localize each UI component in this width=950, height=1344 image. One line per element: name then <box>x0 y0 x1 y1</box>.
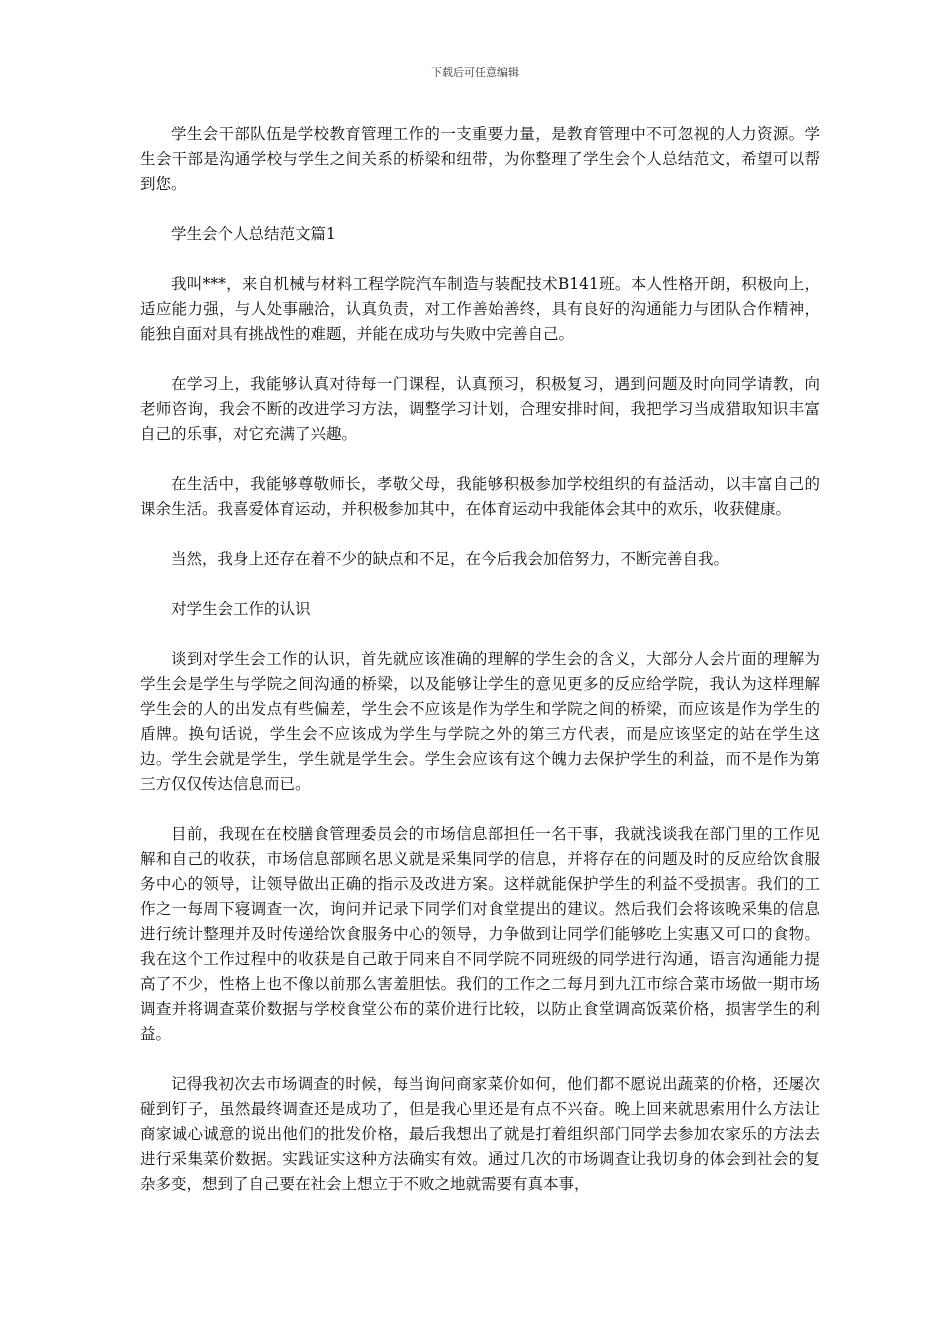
document-body <box>140 122 820 1197</box>
section-title-1: 学生会个人总结范文篇1 <box>171 225 336 243</box>
market-survey-paragraph: 记得我初次去市场调查的时候，每当询问商家菜价如何，他们都不愿说出蔬菜的价格，还屡次碰到钉子，虽然最终调查还是成功了，但是我心里还是有点不兴奋。晚上回来就思索用什么方法让商家诚心诚意的说出他们的批发价格，最后我想出了就是打着组织部门同学去参加农家乐的方法去进行采集菜价数据。实践证实这种方法确实有效。通过几次的市场调查让我切身的体会到社会的复杂多变，想到了自己要在社会上想立于不败之地就需要有真本事， <box>140 1075 820 1193</box>
study-paragraph: 在学习上，我能够认真对待每一门课程，认真预习，积极复习，遇到问题及时向同学请教，向老师咨询，我会不断的改进学习方法，调整学习计划，合理安排时间，我把学习当成猎取知识丰富自己的乐事，对它充满了兴趣。 <box>140 375 820 443</box>
shortcomings-paragraph: 当然，我身上还存在着不少的缺点和不足，在今后我会加倍努力，不断完善自我。 <box>171 550 730 568</box>
life-paragraph: 在生活中，我能够尊敬师长，孝敬父母，我能够积极参加学校组织的有益活动，以丰富自己的课余生活。我喜爱体育运动，并积极参加其中，在体育运动中我能体会其中的欢乐，收获健康。 <box>140 475 820 518</box>
page-header: 下载后可任意编辑 <box>431 66 519 79</box>
self-introduction-paragraph: 我叫***，来自机械与材料工程学院汽车制造与装配技术B141班。本人性格开朗，积极向上，适应能力强，与人处事融洽，认真负责，对工作善始善终，具有良好的沟通能力与团队合作精神，能独自面对具有挑战性的难题，并能在成功与失败中完善自己。 <box>140 275 820 343</box>
intro-paragraph: 学生会干部队伍是学校教育管理工作的一支重要力量，是教育管理中不可忽视的人力资源。学生会干部是沟通学校与学生之间关系的桥梁和纽带，为你整理了学生会个人总结范文，希望可以帮到您。 <box>140 125 820 193</box>
understanding-paragraph: 谈到对学生会工作的认识，首先就应该准确的理解的学生会的含义，大部分人会片面的理解为学生会是学生与学院之间沟通的桥梁，以及能够让学生的意见更多的反应给学院，我认为这样理解学生会的人的出发点有些偏差，学生会不应该是作为学生和学院之间的桥梁，而应该是作为学生的盾牌。换句话说，学生会不应该成为学生与学院之外的第三方代表，而是应该坚定的站在学生这边。学生会就是学生，学生就是学生会。学生会应该有这个魄力去保护学生的利益，而不是作为第三方仅仅传达信息而已。 <box>140 650 820 793</box>
work-paragraph: 目前，我现在在校膳食管理委员会的市场信息部担任一名干事，我就浅谈我在部门里的工作见解和自己的收获，市场信息部顾名思义就是采集同学的信息，并将存在的问题及时的反应给饮食服务中心的领导，让领导做出正确的指示及改进方案。这样就能保护学生的利益不受损害。我们的工作之一每周下寝调查一次，询问并记录下同学们对食堂提出的建议。然后我们会将该晚采集的信息进行统计整理并及时传递给饮食服务中心的领导，力争做到让同学们能够吃上实惠又可口的食物。我在这个工作过程中的收获是自己敢于同来自不同学院不同班级的同学进行沟通，语言沟通能力提高了不少，性格上也不像以前那么害羞胆怯。我们的工作之二每月到九江市综合菜市场做一期市场调查并将调查菜价数据与学校食堂公布的菜价进行比较，以防止食堂调高饭菜价格，损害学生的利益。 <box>140 825 820 1043</box>
section-title-2: 对学生会工作的认识 <box>171 600 311 618</box>
